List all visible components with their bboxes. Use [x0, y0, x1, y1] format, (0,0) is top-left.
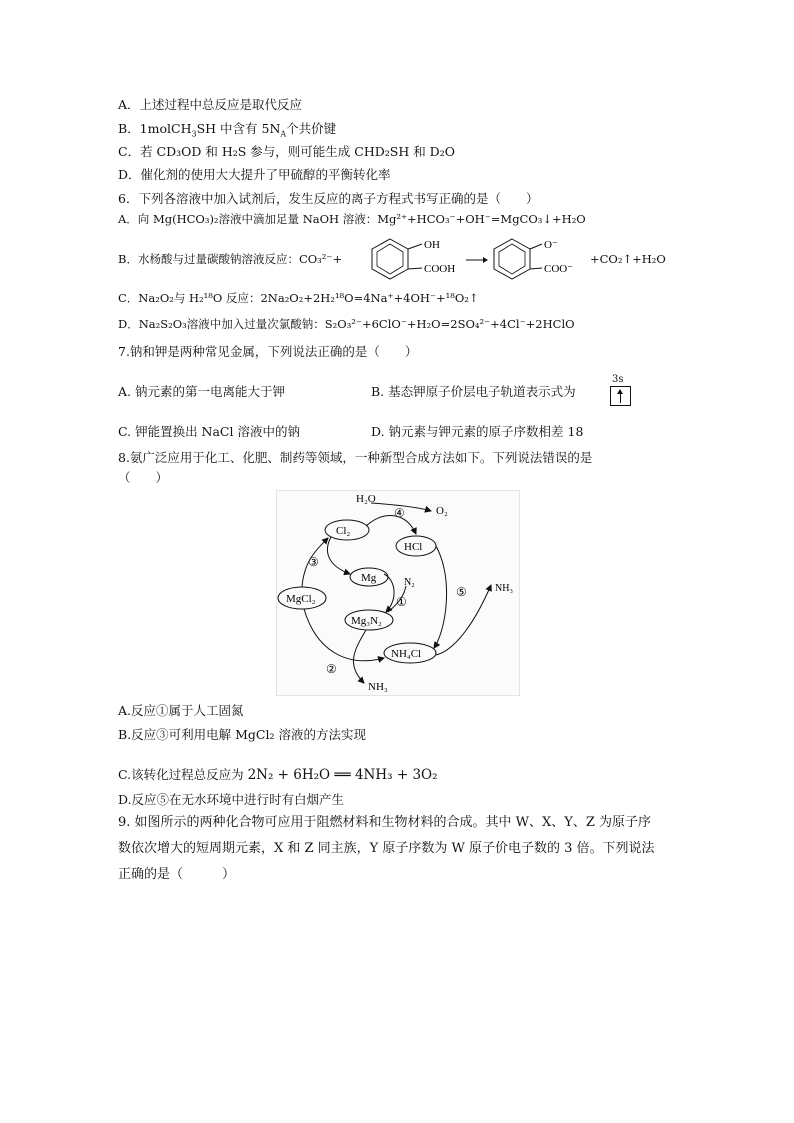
q5-option-a: A．上述过程中总反应是取代反应: [118, 97, 303, 112]
q5-option-b-subA: A: [280, 129, 287, 139]
q8-o2: O₂: [436, 505, 448, 517]
q5-option-c: C．若 CD₃OD 和 H₂S 参与，则可能生成 CHD₂SH 和 D₂O: [118, 144, 455, 159]
q8-step1: ①: [396, 595, 407, 609]
q7-option-b: B. 基态钾原子价层电子轨道表示式为: [371, 384, 576, 399]
q7-orbital-label: 3s: [612, 374, 624, 385]
q8-nh3-bottom: NH₃: [368, 681, 388, 693]
q9-line2: 数依次增大的短周期元素，X 和 Z 同主族，Y 原子序数为 W 原子价电子数的 3 倍。下列说法: [118, 841, 655, 856]
q8-step5: ⑤: [456, 585, 467, 599]
q6-option-b-tail: +CO₂↑+H₂O: [590, 252, 666, 266]
q6-option-c: C．Na₂O₂与 H₂¹⁸O 反应：2Na₂O₂+2H₂¹⁸O=4Na⁺+4OH⁻+¹⁸O₂↑: [118, 291, 479, 305]
q8-mg: Mg: [361, 572, 377, 584]
q8-option-c-pre: C.该转化过程总反应为: [118, 767, 248, 782]
q6-b-o: O⁻: [544, 239, 558, 251]
q7-option-d: D. 钠元素与钾元素的原子序数相差 18: [371, 424, 584, 439]
q8-mg3n2: Mg₃N₂: [351, 615, 382, 627]
q8-mgcl2: MgCl₂: [286, 593, 316, 605]
q8-h2o: H₂O: [356, 493, 376, 505]
q8-stem-line2: （ ）: [118, 470, 169, 485]
q8-option-d: D.反应⑤在无水环境中进行时有白烟产生: [118, 792, 345, 807]
q8-cycle-diagram: [276, 490, 520, 696]
q8-nh3-right: NH₃: [495, 583, 513, 594]
q7-option-c: C. 钾能置换出 NaCl 溶液中的钠: [118, 424, 300, 439]
q8-option-b: B.反应③可利用电解 MgCl₂ 溶液的方法实现: [118, 727, 366, 742]
q6-b-oh: OH: [424, 239, 440, 251]
q8-option-c: [118, 766, 438, 784]
q8-option-a: A.反应①属于人工固氮: [118, 703, 244, 718]
q6-stem: 6．下列各溶液中加入试剂后，发生反应的离子方程式书写正确的是（ ）: [118, 191, 539, 206]
q7-stem: 7.钠和钾是两种常见金属，下列说法正确的是（ ）: [118, 344, 418, 359]
q8-option-c-equation: 2N₂ + 6H₂O ══ 4NH₃ + 3O₂: [247, 767, 438, 783]
q9-line1: 9. 如图所示的两种化合物可应用于阻燃材料和生物材料的合成。其中 W、X、Y、Z 为原子序: [118, 815, 652, 830]
q7-orbital-box: [610, 386, 631, 406]
q8-hcl: HCl: [404, 541, 423, 553]
q8-n2: N₂: [404, 577, 415, 588]
q6-b-coo: COO⁻: [544, 263, 574, 275]
q6-b-cooh: COOH: [424, 263, 456, 275]
q5-option-b: [118, 120, 336, 144]
q8-nh4cl: NH₄Cl: [391, 648, 422, 660]
q6-option-b: B．水杨酸与过量碳酸钠溶液反应：CO₃²⁻+: [118, 252, 343, 266]
q9-line3: 正确的是（ ）: [118, 867, 236, 882]
q5-option-d: D．催化剂的使用大大提升了甲硫醇的平衡转化率: [118, 167, 391, 182]
q8-stem-line1: 8.氨广泛应用于化工、化肥、制药等领域，一种新型合成方法如下。下列说法错误的是: [118, 450, 593, 465]
q6-option-d: D．Na₂S₂O₃溶液中加入过量次氯酸钠：S₂O₃²⁻+6ClO⁻+H₂O=2SO₄²⁻+4Cl⁻+2HClO: [118, 317, 575, 331]
q5-option-b-post: SH 中含有 5N: [196, 121, 281, 136]
q7-option-a: A. 钠元素的第一电离能大于钾: [118, 384, 285, 399]
q6-option-a: A．向 Mg(HCO₃)₂溶液中滴加足量 NaOH 溶液：Mg²⁺+HCO₃⁻+OH⁻=MgCO₃↓+H₂O: [118, 212, 586, 226]
q8-step2: ②: [326, 662, 337, 676]
q5-option-b-pre: B．1molCH: [118, 121, 192, 136]
q5-option-b-end: 个共价键: [286, 121, 337, 136]
q8-step3: ③: [308, 555, 319, 569]
q8-cl2: Cl₂: [336, 525, 351, 537]
q5-option-b-sub3: 3: [191, 129, 197, 139]
q8-step4: ④: [394, 506, 405, 520]
